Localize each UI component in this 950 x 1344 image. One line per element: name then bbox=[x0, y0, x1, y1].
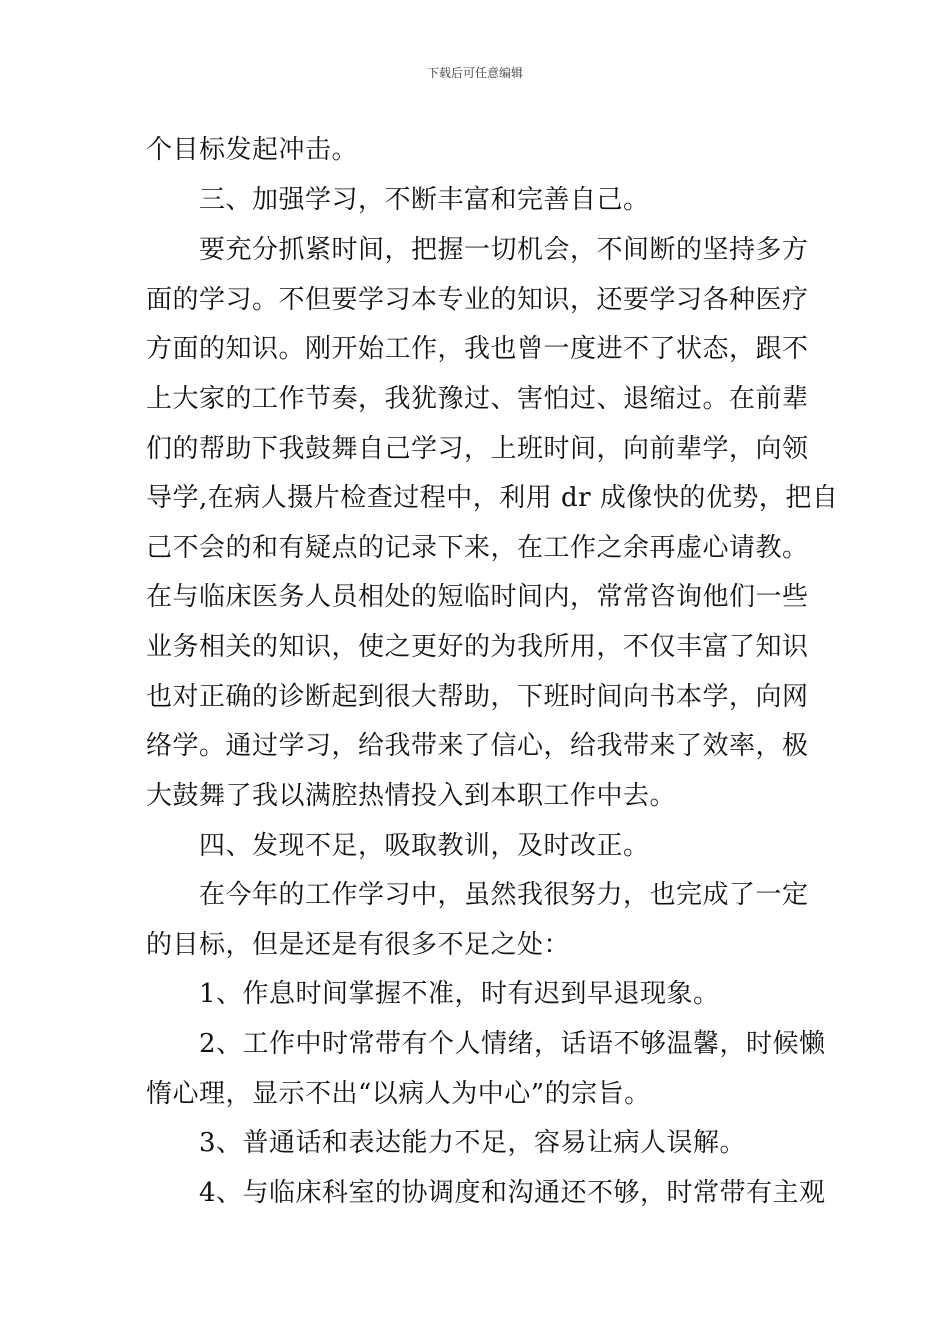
text-line: 己不会的和有疑点的记录下来，在工作之余再虚心请教。 bbox=[146, 533, 809, 563]
list-item: 3、普通话和表达能力不足，容易让病人误解。 bbox=[146, 1128, 747, 1158]
section-heading: 三、加强学习，不断丰富和完善自己。 bbox=[146, 185, 650, 215]
text-line: 导学,在病人摄片检查过程中，利用 dr 成像快的优势，把自 bbox=[146, 483, 839, 513]
text-line: 络学。通过学习，给我带来了信心，给我带来了效率，极 bbox=[146, 731, 809, 761]
list-item: 4、与临床科室的协调度和沟通还不够，时常带有主观 bbox=[146, 1178, 826, 1208]
text-line: 方面的知识。刚开始工作，我也曾一度进不了状态，跟不 bbox=[146, 334, 809, 364]
section-heading: 四、发现不足，吸取教训，及时改正。 bbox=[146, 831, 650, 861]
text-line: 大鼓舞了我以满腔热情投入到本职工作中去。 bbox=[146, 781, 677, 811]
text-line: 惰心理，显示不出“以病人为中心”的宗旨。 bbox=[146, 1079, 651, 1109]
text-line: 上大家的工作节奏，我犹豫过、害怕过、退缩过。在前辈 bbox=[146, 384, 809, 414]
text-line: 的目标，但是还是有很多不足之处： bbox=[146, 930, 571, 960]
text-line: 要充分抓紧时间，把握一切机会，不间断的坚持多方 bbox=[146, 235, 809, 265]
text-line: 业务相关的知识，使之更好的为我所用，不仅丰富了知识 bbox=[146, 632, 809, 662]
text-line: 也对正确的诊断起到很大帮助，下班时间向书本学，向网 bbox=[146, 682, 809, 712]
list-item: 1、作息时间掌握不准，时有迟到早退现象。 bbox=[146, 979, 720, 1009]
list-item: 2、工作中时常带有个人情绪，话语不够温馨，时候懒 bbox=[146, 1029, 826, 1059]
text-line: 们的帮助下我鼓舞自己学习，上班时间，向前辈学，向领 bbox=[146, 434, 809, 464]
text-line: 面的学习。不但要学习本专业的知识，还要学习各种医疗 bbox=[146, 285, 809, 315]
text-line: 在与临床医务人员相处的短临时间内，常常咨询他们一些 bbox=[146, 582, 809, 612]
page-header: 下载后可任意编辑 bbox=[426, 66, 523, 80]
text-line: 在今年的工作学习中，虽然我很努力，也完成了一定 bbox=[146, 880, 809, 910]
text-line: 个目标发起冲击。 bbox=[146, 135, 359, 165]
